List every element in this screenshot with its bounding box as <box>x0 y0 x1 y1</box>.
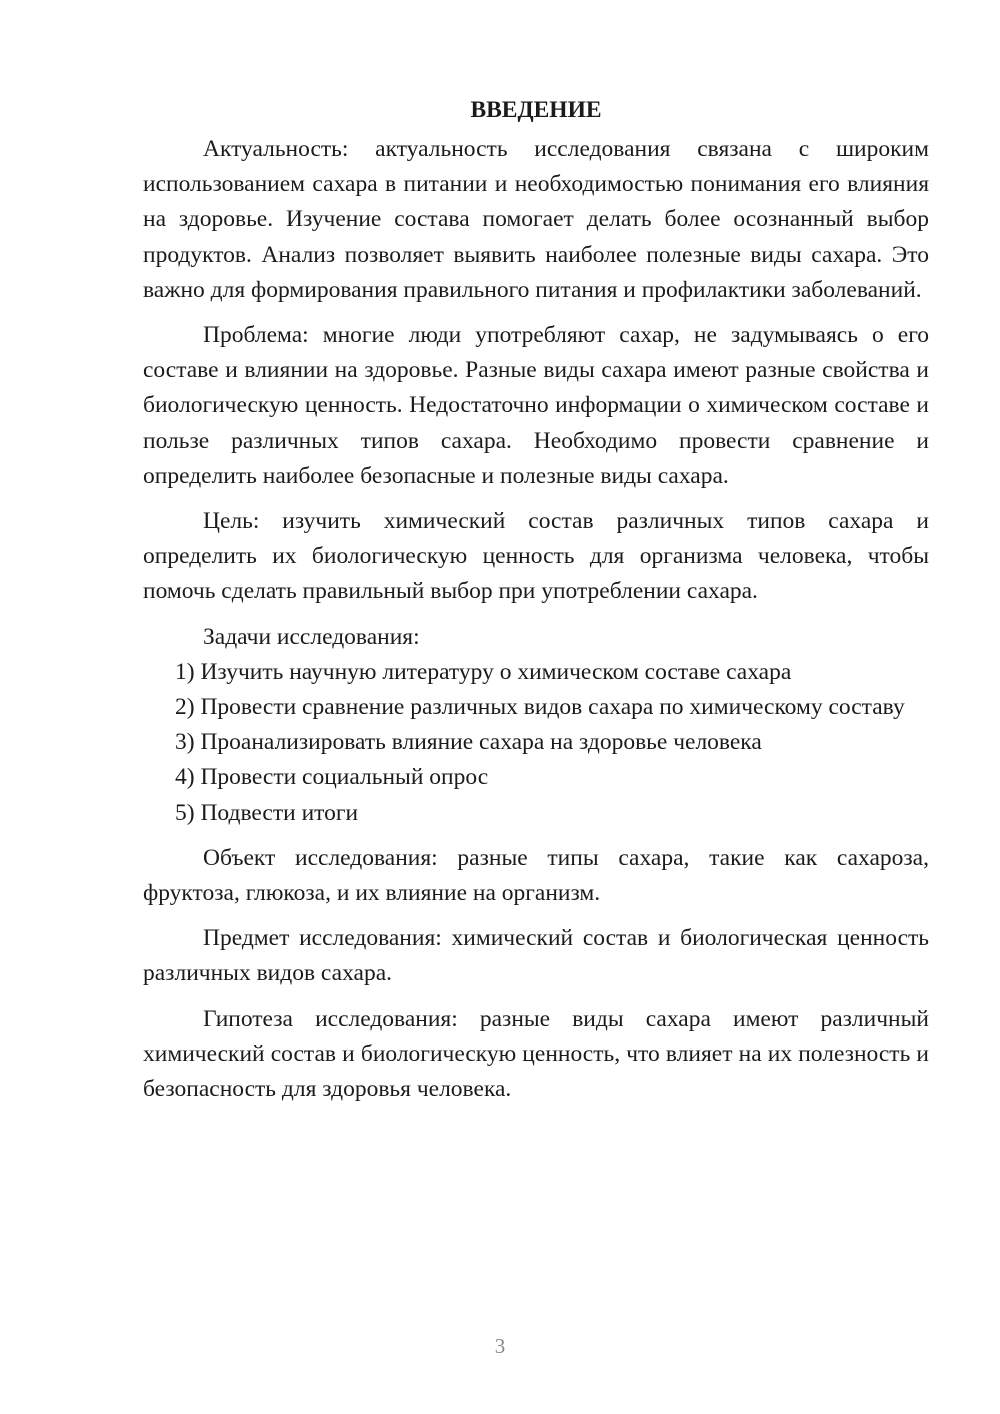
page-number: 3 <box>494 1334 506 1358</box>
object-paragraph: Объект исследования: разные типы сахара, такие как сахароза, фруктоза, глюкоза, и их влияние на организм. <box>143 844 929 907</box>
section-title: ВВЕДЕНИЕ <box>470 97 602 123</box>
relevance-paragraph: Актуальность: актуальность исследования связана с широким использованием сахара в питании и необходимостью понимания его влияния на здоровье. Изучение состава помогает делать более осознанный выбор продуктов. Анализ позволяет выявить наиболее полезные виды сахара. Это важно для формирования правильного питания и профилактики заболеваний. <box>143 136 929 303</box>
hypothesis-paragraph: Гипотеза исследования: разные виды сахара имеют различный химический состав и биологическую ценность, что влияет на их полезность и безопасность для здоровья человека. <box>143 1005 929 1103</box>
task-item-2: 2) Провести сравнение различных видов сахара по химическому составу <box>175 694 905 721</box>
task-item-3: 3) Проанализировать влияние сахара на здоровье человека <box>175 729 762 756</box>
task-item-5: 5) Подвести итоги <box>175 799 359 826</box>
tasks-heading: Задачи исследования: <box>203 623 420 650</box>
task-item-1: 1) Изучить научную литературу о химическом составе сахара <box>175 658 792 685</box>
problem-paragraph: Проблема: многие люди употребляют сахар, не задумываясь о его составе и влиянии на здоровье. Разные виды сахара имеют разные свойства и биологическую ценность. Недостаточно информации о химическом составе и пользе различных типов сахара. Необходимо провести сравнение и определить наиболее безопасные и полезные виды сахара. <box>143 322 929 489</box>
goal-paragraph: Цель: изучить химический состав различных типов сахара и определить их биологическую ценность для организма человека, чтобы помочь сделать правильный выбор при употреблении сахара. <box>143 508 929 605</box>
task-item-4: 4) Провести социальный опрос <box>175 764 489 791</box>
subject-paragraph: Предмет исследования: химический состав и биологическая ценность различных видов сахара. <box>143 925 929 987</box>
document-body <box>143 96 929 1107</box>
